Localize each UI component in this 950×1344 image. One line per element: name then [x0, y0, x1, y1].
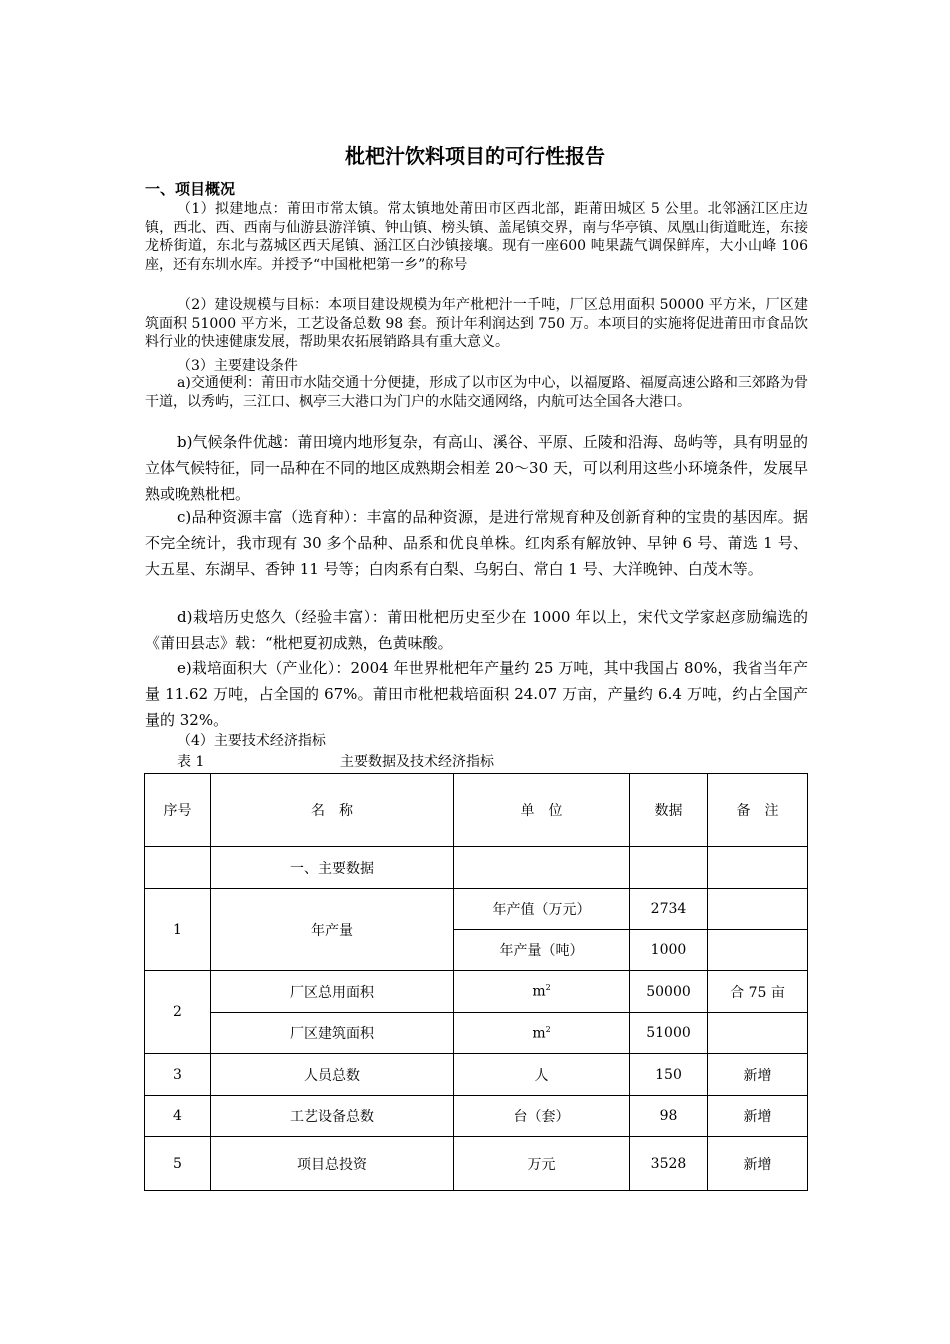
- table-row: [145, 971, 808, 1013]
- paragraph-history: d)栽培历史悠久（经验丰富）：莆田枇杷历史至少在 1000 年以上，宋代文学家赵彦励编选的《莆田县志》载：“枇杷夏初成熟，色黄味酸。: [145, 608, 808, 652]
- row-number-cell: 1: [145, 889, 211, 971]
- header-cell: 单 位: [454, 774, 630, 847]
- paragraph-scale: （2）建设规模与目标：本项目建设规模为年产枇杷汁一千吨，厂区总用面积 50000 平方米，厂区建筑面积 51000 平方米，工艺设备总数 98 套。预计年利润达到 750 万。本项目的实施将促进莆田市食品饮料行业的快速健康发展，帮助果农拓展销路具有重大意义。: [145, 297, 808, 350]
- paragraph-conditions-heading: （3）主要建设条件: [177, 358, 298, 374]
- paragraph-climate: b)气候条件优越：莆田境内地形复杂，有高山、溪谷、平原、丘陵和沿海、岛屿等，具有明显的立体气候特征，同一品种在不同的地区成熟期会相差 20～30 天，可以利用这些小环境条件，发展早熟或晚熟枇杷。: [145, 433, 808, 503]
- paragraph-transport: a)交通便利：莆田市水陆交通十分便捷，形成了以市区为中心，以福厦路、福厦高速公路和三郊路为骨干道，以秀屿，三江口、枫亭三大港口为门户的水陆交通网络，内航可达全国各大港口。: [145, 375, 808, 410]
- unit-superscript: 2: [545, 1024, 551, 1034]
- unit-cell: 年产值（万元）: [454, 889, 630, 930]
- paragraph-area: e)栽培面积大（产业化）：2004 年世界枇杷年产量约 25 万吨，其中我国占 80%，我省当年产量 11.62 万吨，占全国的 67%。莆田市枇杷栽培面积 24.07 万亩，产量约 6.4 万吨，约占全国产量的 32%。: [145, 659, 808, 729]
- data-cell: 3528: [630, 1137, 708, 1191]
- header-cell: 序号: [145, 774, 211, 847]
- paragraph-varieties: c)品种资源丰富（选育种）：丰富的品种资源，是进行常规育种及创新育种的宝贵的基因库。据不完全统计，我市现有 30 多个品种、品系和优良单株。红肉系有解放钟、早钟 6 号、莆选 1 号、大五星、东湖早、香钟 11 号等；白肉系有白梨、乌躬白、常白 1 号、大洋晚钟、白茂木等。: [145, 508, 808, 578]
- group-label-cell: 一、主要数据: [211, 847, 454, 889]
- table-row: [145, 1096, 808, 1137]
- row-number-cell: 2: [145, 971, 211, 1054]
- unit-cell: 万元: [454, 1137, 630, 1191]
- header-cell: 名 称: [211, 774, 454, 847]
- name-cell: 厂区建筑面积: [211, 1013, 454, 1054]
- indicators-table: [144, 773, 808, 1191]
- table-label: 表 1: [177, 754, 205, 770]
- data-cell: 50000: [630, 971, 708, 1013]
- note-cell: 新增: [708, 1137, 808, 1191]
- row-number-cell: 5: [145, 1137, 211, 1191]
- paragraph-location: （1）拟建地点：莆田市常太镇。常太镇地处莆田市区西北部，距莆田城区 5 公里。北邻涵江区庄边镇，西北、西、西南与仙游县游洋镇、钟山镇、榜头镇、盖尾镇交界，南与华亭镇、凤凰山街道毗连，东接龙桥街道，东北与荔城区西天尾镇、涵江区白沙镇接壤。现有一座600 吨果蔬气调保鲜库，大小山峰 106 座，还有东圳水库。并授予“中国枇杷第一乡”的称号: [145, 201, 808, 273]
- table-header-row: [145, 774, 808, 847]
- data-cell: 2734: [630, 889, 708, 930]
- table-row: [145, 1054, 808, 1096]
- row-number-cell: 3: [145, 1054, 211, 1096]
- paragraph-indicators-heading: （4）主要技术经济指标: [177, 733, 326, 749]
- header-cell: 数据: [630, 774, 708, 847]
- unit-superscript: 2: [545, 983, 551, 993]
- unit-cell: 人: [454, 1054, 630, 1096]
- table-row: [145, 1013, 808, 1054]
- table-title: 主要数据及技术经济指标: [340, 754, 494, 770]
- data-cell: 51000: [630, 1013, 708, 1054]
- table-row: [145, 889, 808, 930]
- name-cell: 工艺设备总数: [211, 1096, 454, 1137]
- name-cell: 项目总投资: [211, 1137, 454, 1191]
- section-heading: 一、项目概况: [145, 180, 236, 198]
- name-cell: 年产量: [211, 889, 454, 971]
- table-row: [145, 847, 808, 889]
- data-cell: 150: [630, 1054, 708, 1096]
- header-cell: 备 注: [708, 774, 808, 847]
- unit-cell: [454, 1013, 630, 1054]
- unit-cell: 台（套）: [454, 1096, 630, 1137]
- unit-cell: [454, 971, 630, 1013]
- row-number-cell: 4: [145, 1096, 211, 1137]
- data-cell: 98: [630, 1096, 708, 1137]
- data-cell: 1000: [630, 930, 708, 971]
- table-row: [145, 1137, 808, 1191]
- name-cell: 厂区总用面积: [211, 971, 454, 1013]
- unit-text: m: [532, 1025, 546, 1042]
- note-cell: 新增: [708, 1096, 808, 1137]
- name-cell: 人员总数: [211, 1054, 454, 1096]
- note-cell: 新增: [708, 1054, 808, 1096]
- unit-cell: 年产量（吨）: [454, 930, 630, 971]
- report-title: 枇杷汁饮料项目的可行性报告: [345, 144, 605, 168]
- unit-text: m: [532, 983, 546, 1000]
- note-cell: 合 75 亩: [708, 971, 808, 1013]
